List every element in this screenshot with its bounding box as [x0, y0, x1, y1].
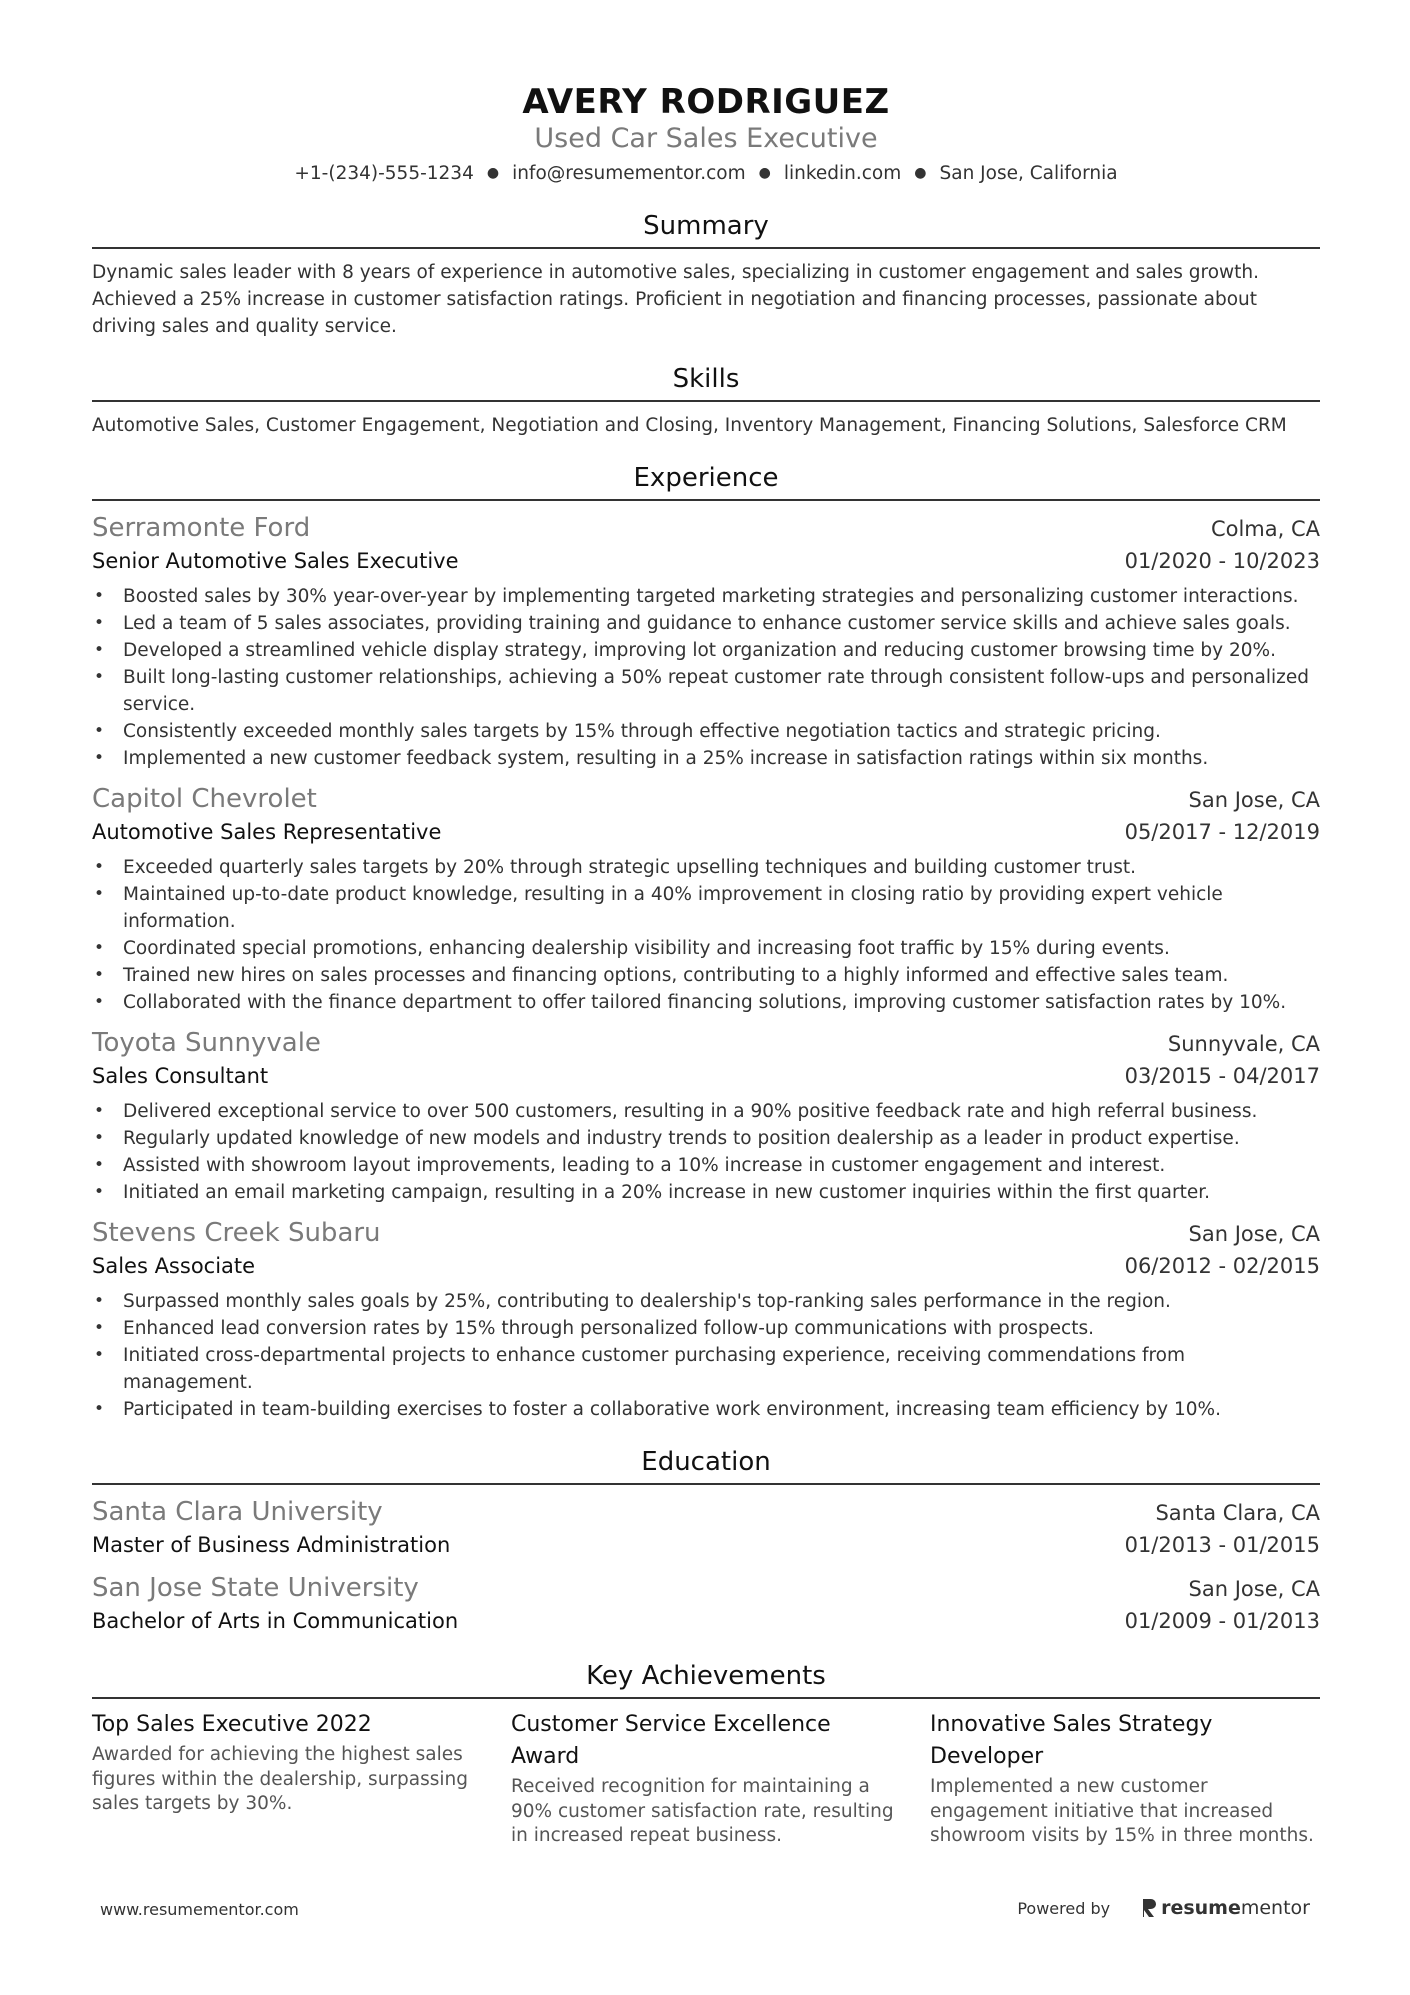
candidate-title: Used Car Sales Executive — [534, 123, 878, 154]
school-name: Santa Clara University — [92, 1497, 383, 1527]
bullet-item: • Surpassed monthly sales goals by 25%, contributing to dealership's top-ranking sales performance in the region. — [92, 1288, 1320, 1315]
job-entry — [92, 782, 1320, 1016]
bullet-item: • Initiated cross-departmental projects to enhance customer purchasing experience, receiving commendations from management. — [92, 1342, 1320, 1396]
achievement-desc: Implemented a new customer engagement initiative that increased showroom visits by 15% in three months. — [930, 1776, 1314, 1846]
job-location: Colma, CA — [1210, 517, 1320, 541]
bullet-item: • Maintained up-to-date product knowledge, resulting in a 40% improvement in closing ratio by providing expert vehicle information. — [92, 881, 1320, 935]
achievement-item — [92, 1709, 482, 1849]
footer-branding — [1017, 1897, 1310, 1919]
bullet-item: • Led a team of 5 sales associates, providing training and guidance to enhance customer service skills and achieve sales goals. — [92, 610, 1320, 637]
job-dates: 01/2020 - 10/2023 — [1124, 549, 1320, 573]
bullet-item: • Trained new hires on sales processes and financing options, contributing to a highly informed and effective sales team. — [92, 962, 1320, 989]
achievements-section — [92, 1659, 1320, 1849]
job-entry — [92, 1026, 1320, 1206]
resumementor-logo-icon — [1140, 1897, 1158, 1919]
bullet-item: • Implemented a new customer feedback system, resulting in a 25% increase in satisfaction ratings within six months. — [92, 745, 1320, 772]
bullet-item: • Developed a streamlined vehicle display strategy, improving lot organization and reducing customer browsing time by 20%. — [92, 637, 1320, 664]
education-section — [92, 1445, 1320, 1637]
bullet-item: • Delivered exceptional service to over 500 customers, resulting in a 90% positive feedback rate and high referral business. — [92, 1098, 1320, 1125]
brand-name-part1: resume — [1161, 1897, 1241, 1919]
contact-linkedin[interactable]: linkedin.com — [783, 163, 902, 184]
school-name: San Jose State University — [92, 1573, 419, 1603]
job-location: Sunnyvale, CA — [1167, 1032, 1320, 1056]
company-name: Serramonte Ford — [92, 513, 311, 543]
bullet-item: • Participated in team-building exercises to foster a collaborative work environment, increasing team efficiency by 10%. — [92, 1396, 1320, 1423]
experience-section — [92, 461, 1320, 1423]
contact-email[interactable]: info@resumementor.com — [512, 163, 746, 184]
education-entry — [92, 1571, 1320, 1637]
achievement-title: Customer Service Excellence Award — [511, 1712, 831, 1769]
summary-text: Dynamic sales leader with 8 years of experience in automotive sales, specializing in customer engagement and sales growth. Achieved a 25% increase in customer satisfaction ratings. Proficient in negotiation and financing processes, passionate about driving sales and quality service. — [92, 262, 1260, 337]
summary-section — [92, 209, 1320, 340]
contact-phone: +1-(234)-555-1234 — [294, 163, 474, 184]
education-dates: 01/2013 - 01/2015 — [1124, 1533, 1320, 1557]
job-bullets — [92, 1098, 1320, 1206]
footer-website[interactable]: www.resumementor.com — [100, 1900, 299, 1919]
job-location: San Jose, CA — [1188, 1222, 1320, 1246]
education-entry — [92, 1495, 1320, 1561]
job-bullets — [92, 583, 1320, 772]
achievement-title: Innovative Sales Strategy Developer — [930, 1712, 1213, 1769]
company-name: Toyota Sunnyvale — [92, 1028, 321, 1058]
job-entry — [92, 1216, 1320, 1423]
job-role: Automotive Sales Representative — [92, 820, 442, 844]
degree: Bachelor of Arts in Communication — [92, 1609, 459, 1633]
section-heading: Skills — [92, 362, 1320, 402]
candidate-name: AVERY RODRIGUEZ — [522, 82, 890, 122]
job-location: San Jose, CA — [1188, 788, 1320, 812]
school-location: San Jose, CA — [1188, 1577, 1320, 1601]
bullet-item: • Regularly updated knowledge of new models and industry trends to position dealership as a leader in product expertise. — [92, 1125, 1320, 1152]
section-heading: Education — [92, 1445, 1320, 1485]
contact-line — [92, 160, 1320, 187]
brand-logo[interactable] — [1140, 1897, 1310, 1919]
job-role: Sales Consultant — [92, 1064, 269, 1088]
brand-name-part2: mentor — [1240, 1897, 1310, 1919]
job-role: Sales Associate — [92, 1254, 256, 1278]
job-bullets — [92, 854, 1320, 1016]
achievement-desc: Received recognition for maintaining a 90% customer satisfaction rate, resulting in increased repeat business. — [511, 1776, 894, 1846]
achievements-grid — [92, 1709, 1320, 1849]
company-name: Stevens Creek Subaru — [92, 1218, 381, 1248]
achievement-desc: Awarded for achieving the highest sales figures within the dealership, surpassing sales targets by 30%. — [92, 1744, 468, 1814]
achievement-title: Top Sales Executive 2022 — [92, 1712, 372, 1737]
bullet-item: • Built long-lasting customer relationships, achieving a 50% repeat customer rate through consistent follow-ups and personalized service. — [92, 664, 1320, 718]
bullet-item: • Coordinated special promotions, enhancing dealership visibility and increasing foot traffic by 15% during events. — [92, 935, 1320, 962]
section-heading: Experience — [92, 461, 1320, 501]
bullet-separator: ● — [486, 165, 500, 181]
skills-text: Automotive Sales, Customer Engagement, Negotiation and Closing, Inventory Management, Financing Solutions, Salesforce CRM — [92, 415, 1287, 436]
powered-by-label: Powered by — [1017, 1898, 1111, 1918]
company-name: Capitol Chevrolet — [92, 784, 317, 814]
bullet-item: • Assisted with showroom layout improvements, leading to a 10% increase in customer engagement and interest. — [92, 1152, 1320, 1179]
bullet-item: • Enhanced lead conversion rates by 15% through personalized follow-up communications with prospects. — [92, 1315, 1320, 1342]
resume-header — [92, 0, 1320, 187]
bullet-separator: ● — [914, 165, 927, 181]
job-entry — [92, 511, 1320, 772]
job-dates: 05/2017 - 12/2019 — [1124, 820, 1320, 844]
job-dates: 03/2015 - 04/2017 — [1124, 1064, 1320, 1088]
degree: Master of Business Administration — [92, 1533, 451, 1557]
section-heading: Key Achievements — [92, 1659, 1320, 1699]
education-dates: 01/2009 - 01/2013 — [1124, 1609, 1320, 1633]
job-bullets — [92, 1288, 1320, 1423]
section-heading: Summary — [92, 209, 1320, 249]
achievement-item — [930, 1709, 1320, 1849]
bullet-item: • Exceeded quarterly sales targets by 20% through strategic upselling techniques and building customer trust. — [92, 854, 1320, 881]
school-location: Santa Clara, CA — [1155, 1501, 1320, 1525]
achievement-item — [511, 1709, 901, 1849]
resume-page — [92, 0, 1320, 1849]
job-dates: 06/2012 - 02/2015 — [1124, 1254, 1320, 1278]
bullet-item: • Boosted sales by 30% year-over-year by implementing targeted marketing strategies and personalizing customer interactions. — [92, 583, 1320, 610]
bullet-item: • Collaborated with the finance department to offer tailored financing solutions, improving customer satisfaction rates by 10%. — [92, 989, 1320, 1016]
bullet-item: • Consistently exceeded monthly sales targets by 15% through effective negotiation tactics and strategic pricing. — [92, 718, 1320, 745]
job-role: Senior Automotive Sales Executive — [92, 549, 459, 573]
contact-location: San Jose, California — [939, 163, 1118, 184]
bullet-separator: ● — [758, 165, 771, 181]
skills-section — [92, 362, 1320, 439]
bullet-item: • Initiated an email marketing campaign, resulting in a 20% increase in new customer inquiries within the first quarter. — [92, 1179, 1320, 1206]
